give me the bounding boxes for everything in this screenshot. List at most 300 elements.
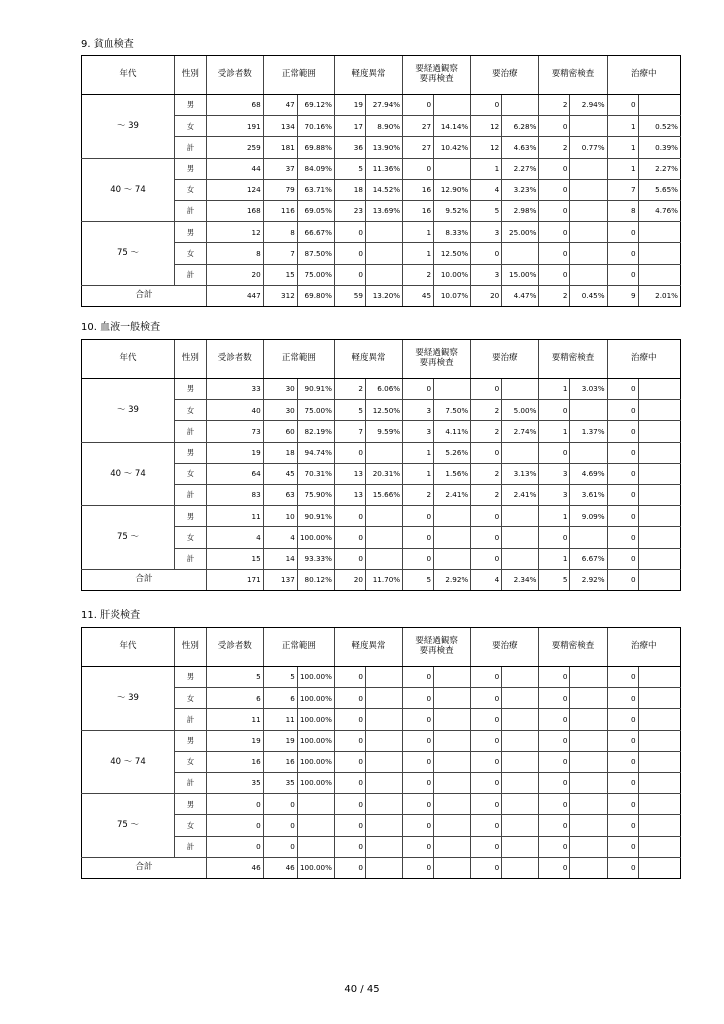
under-treatment-percent — [638, 463, 680, 484]
detailed-count: 0 — [539, 815, 570, 836]
under-treatment-percent — [638, 421, 680, 442]
age-group-label: 40 ～ 74 — [82, 158, 175, 222]
sex-cell: 男 — [174, 379, 206, 400]
observe-count: 0 — [403, 667, 434, 688]
mild-count: 17 — [334, 116, 365, 137]
observe-percent — [434, 730, 471, 751]
observe-percent: 5.26% — [434, 442, 471, 463]
hepatitis-test-table — [81, 627, 681, 879]
sex-cell: 女 — [174, 751, 206, 772]
treatment-percent: 3.23% — [502, 179, 539, 200]
observe-percent — [434, 548, 471, 569]
age-group-label: ～ 39 — [82, 379, 175, 443]
under-treatment-count: 0 — [607, 569, 638, 590]
examinees-cell: 46 — [206, 857, 263, 878]
mild-percent: 27.94% — [365, 95, 402, 116]
under-treatment-count: 1 — [607, 158, 638, 179]
treatment-count: 2 — [471, 421, 502, 442]
sex-cell: 女 — [174, 815, 206, 836]
normal-percent: 82.19% — [297, 421, 334, 442]
mild-count: 19 — [334, 95, 365, 116]
examinees-cell: 0 — [206, 794, 263, 815]
detailed-percent: 4.69% — [570, 463, 607, 484]
sex-cell: 計 — [174, 709, 206, 730]
age-group-label: 75 ～ — [82, 506, 175, 570]
normal-percent: 75.00% — [297, 264, 334, 285]
normal-percent: 100.00% — [297, 751, 334, 772]
observe-percent: 4.11% — [434, 421, 471, 442]
treatment-percent — [502, 857, 539, 878]
header-mild: 軽度異常 — [334, 628, 402, 667]
mild-count: 0 — [334, 548, 365, 569]
mild-percent — [365, 667, 402, 688]
detailed-count: 2 — [539, 285, 570, 306]
treatment-percent: 4.63% — [502, 137, 539, 158]
normal-percent — [297, 836, 334, 857]
observe-percent — [434, 379, 471, 400]
observe-count: 2 — [403, 484, 434, 505]
detailed-count: 0 — [539, 179, 570, 200]
table-row — [82, 379, 681, 400]
normal-count: 37 — [263, 158, 297, 179]
under-treatment-count: 0 — [607, 772, 638, 793]
observe-count: 0 — [403, 379, 434, 400]
mild-count: 13 — [334, 463, 365, 484]
detailed-count: 0 — [539, 400, 570, 421]
detailed-count: 0 — [539, 688, 570, 709]
detailed-count: 0 — [539, 264, 570, 285]
treatment-percent — [502, 751, 539, 772]
detailed-count: 0 — [539, 442, 570, 463]
under-treatment-count: 0 — [607, 730, 638, 751]
normal-count: 116 — [263, 200, 297, 221]
under-treatment-count: 0 — [607, 794, 638, 815]
normal-percent: 75.00% — [297, 400, 334, 421]
header-examinees: 受診者数 — [206, 628, 263, 667]
header-observe-line1: 要経過観察 — [415, 348, 458, 359]
normal-count: 7 — [263, 243, 297, 264]
header-normal: 正常範囲 — [263, 340, 334, 379]
detailed-percent — [570, 116, 607, 137]
under-treatment-percent — [638, 527, 680, 548]
mild-count: 0 — [334, 836, 365, 857]
header-treatment: 要治療 — [471, 56, 539, 95]
normal-count: 0 — [263, 794, 297, 815]
normal-percent: 87.50% — [297, 243, 334, 264]
observe-count: 3 — [403, 421, 434, 442]
mild-percent — [365, 857, 402, 878]
sex-cell: 男 — [174, 158, 206, 179]
observe-percent — [434, 527, 471, 548]
treatment-percent — [502, 527, 539, 548]
mild-percent: 13.20% — [365, 285, 402, 306]
detailed-count: 3 — [539, 463, 570, 484]
normal-percent: 90.91% — [297, 506, 334, 527]
treatment-count: 0 — [471, 836, 502, 857]
normal-count: 11 — [263, 709, 297, 730]
normal-percent: 90.91% — [297, 379, 334, 400]
mild-count: 0 — [334, 667, 365, 688]
under-treatment-percent — [638, 751, 680, 772]
section-title: 11. 肝炎検査 — [81, 610, 141, 621]
under-treatment-percent — [638, 815, 680, 836]
normal-count: 47 — [263, 95, 297, 116]
observe-count: 27 — [403, 137, 434, 158]
examinees-cell: 259 — [206, 137, 263, 158]
normal-percent: 69.12% — [297, 95, 334, 116]
total-row — [82, 285, 681, 306]
treatment-percent — [502, 730, 539, 751]
mild-percent — [365, 442, 402, 463]
normal-percent: 66.67% — [297, 222, 334, 243]
treatment-count: 20 — [471, 285, 502, 306]
mild-count: 13 — [334, 484, 365, 505]
under-treatment-count: 0 — [607, 222, 638, 243]
observe-percent — [434, 751, 471, 772]
mild-count: 0 — [334, 222, 365, 243]
detailed-percent: 2.92% — [570, 569, 607, 590]
normal-count: 46 — [263, 857, 297, 878]
detailed-count: 0 — [539, 836, 570, 857]
header-observe — [403, 628, 471, 667]
normal-count: 18 — [263, 442, 297, 463]
observe-count: 0 — [403, 794, 434, 815]
normal-percent: 80.12% — [297, 569, 334, 590]
observe-percent: 1.56% — [434, 463, 471, 484]
header-examinees: 受診者数 — [206, 56, 263, 95]
detailed-percent: 3.03% — [570, 379, 607, 400]
observe-count: 0 — [403, 815, 434, 836]
treatment-percent — [502, 836, 539, 857]
mild-percent — [365, 751, 402, 772]
table-row — [82, 730, 681, 751]
under-treatment-count: 0 — [607, 243, 638, 264]
mild-percent — [365, 243, 402, 264]
under-treatment-percent — [638, 548, 680, 569]
detailed-percent — [570, 751, 607, 772]
sex-cell: 計 — [174, 548, 206, 569]
detailed-count: 0 — [539, 751, 570, 772]
examinees-cell: 35 — [206, 772, 263, 793]
treatment-count: 0 — [471, 442, 502, 463]
under-treatment-percent: 0.39% — [638, 137, 680, 158]
detailed-count: 0 — [539, 794, 570, 815]
sex-cell: 男 — [174, 442, 206, 463]
examinees-cell: 68 — [206, 95, 263, 116]
header-detailed: 要精密検査 — [539, 56, 607, 95]
under-treatment-count: 0 — [607, 527, 638, 548]
under-treatment-count: 1 — [607, 137, 638, 158]
mild-count: 7 — [334, 421, 365, 442]
treatment-percent — [502, 379, 539, 400]
treatment-percent — [502, 815, 539, 836]
observe-count: 1 — [403, 222, 434, 243]
under-treatment-percent — [638, 772, 680, 793]
detailed-percent: 0.45% — [570, 285, 607, 306]
detailed-percent — [570, 222, 607, 243]
header-observe-line2: 要再検査 — [419, 358, 454, 368]
under-treatment-count: 7 — [607, 179, 638, 200]
under-treatment-percent — [638, 95, 680, 116]
detailed-count: 0 — [539, 667, 570, 688]
under-treatment-count: 0 — [607, 484, 638, 505]
observe-count: 1 — [403, 463, 434, 484]
under-treatment-count: 0 — [607, 667, 638, 688]
examinees-cell: 73 — [206, 421, 263, 442]
under-treatment-percent — [638, 709, 680, 730]
treatment-count: 0 — [471, 506, 502, 527]
treatment-percent: 2.34% — [502, 569, 539, 590]
normal-percent: 69.88% — [297, 137, 334, 158]
header-normal: 正常範囲 — [263, 56, 334, 95]
mild-percent: 8.90% — [365, 116, 402, 137]
mild-percent — [365, 548, 402, 569]
sex-cell: 計 — [174, 484, 206, 505]
treatment-percent — [502, 667, 539, 688]
mild-count: 0 — [334, 857, 365, 878]
treatment-count: 1 — [471, 158, 502, 179]
normal-percent — [297, 794, 334, 815]
sex-cell: 女 — [174, 116, 206, 137]
detailed-percent — [570, 527, 607, 548]
mild-count: 0 — [334, 815, 365, 836]
examinees-cell: 4 — [206, 527, 263, 548]
treatment-count: 0 — [471, 95, 502, 116]
header-mild: 軽度異常 — [334, 340, 402, 379]
header-observe-line1: 要経過観察 — [415, 64, 458, 75]
treatment-count: 0 — [471, 667, 502, 688]
normal-percent: 100.00% — [297, 688, 334, 709]
mild-percent — [365, 222, 402, 243]
detailed-count: 0 — [539, 200, 570, 221]
observe-count: 0 — [403, 751, 434, 772]
under-treatment-percent — [638, 243, 680, 264]
observe-percent: 2.41% — [434, 484, 471, 505]
mild-percent: 11.36% — [365, 158, 402, 179]
detailed-count: 0 — [539, 243, 570, 264]
mild-count: 0 — [334, 709, 365, 730]
treatment-percent — [502, 442, 539, 463]
under-treatment-count: 0 — [607, 95, 638, 116]
sex-cell: 計 — [174, 421, 206, 442]
normal-count: 6 — [263, 688, 297, 709]
normal-count: 15 — [263, 264, 297, 285]
treatment-count: 0 — [471, 243, 502, 264]
detailed-count: 0 — [539, 730, 570, 751]
sex-cell: 男 — [174, 95, 206, 116]
treatment-percent — [502, 95, 539, 116]
under-treatment-percent: 2.01% — [638, 285, 680, 306]
normal-percent: 100.00% — [297, 527, 334, 548]
mild-percent: 14.52% — [365, 179, 402, 200]
mild-percent: 15.66% — [365, 484, 402, 505]
examinees-cell: 19 — [206, 442, 263, 463]
treatment-count: 5 — [471, 200, 502, 221]
examinees-cell: 44 — [206, 158, 263, 179]
header-observe-line1: 要経過観察 — [415, 636, 458, 647]
observe-count: 0 — [403, 158, 434, 179]
header-mild: 軽度異常 — [334, 56, 402, 95]
mild-percent: 13.90% — [365, 137, 402, 158]
normal-percent: 100.00% — [297, 857, 334, 878]
sex-cell: 女 — [174, 688, 206, 709]
header-treatment: 要治療 — [471, 340, 539, 379]
examinees-cell: 64 — [206, 463, 263, 484]
observe-percent: 10.42% — [434, 137, 471, 158]
observe-count: 0 — [403, 772, 434, 793]
normal-count: 35 — [263, 772, 297, 793]
mild-percent — [365, 836, 402, 857]
header-treatment: 要治療 — [471, 628, 539, 667]
sex-cell: 男 — [174, 730, 206, 751]
table-row — [82, 667, 681, 688]
detailed-count: 0 — [539, 527, 570, 548]
examinees-cell: 16 — [206, 751, 263, 772]
detailed-percent — [570, 400, 607, 421]
observe-percent: 7.50% — [434, 400, 471, 421]
mild-count: 0 — [334, 442, 365, 463]
under-treatment-count: 0 — [607, 400, 638, 421]
under-treatment-count: 0 — [607, 463, 638, 484]
mild-percent — [365, 730, 402, 751]
detailed-count: 1 — [539, 421, 570, 442]
normal-count: 0 — [263, 815, 297, 836]
sex-cell: 男 — [174, 506, 206, 527]
treatment-percent — [502, 243, 539, 264]
normal-count: 30 — [263, 379, 297, 400]
sex-cell: 計 — [174, 137, 206, 158]
header-age: 年代 — [82, 628, 175, 667]
treatment-count: 0 — [471, 730, 502, 751]
normal-count: 79 — [263, 179, 297, 200]
normal-count: 5 — [263, 667, 297, 688]
total-label: 合計 — [82, 569, 207, 590]
detailed-percent — [570, 179, 607, 200]
observe-percent — [434, 857, 471, 878]
detailed-percent — [570, 857, 607, 878]
mild-count: 0 — [334, 772, 365, 793]
normal-percent: 70.16% — [297, 116, 334, 137]
under-treatment-count: 0 — [607, 506, 638, 527]
age-group-label: 75 ～ — [82, 794, 175, 858]
detailed-percent: 3.61% — [570, 484, 607, 505]
mild-count: 18 — [334, 179, 365, 200]
detailed-percent — [570, 794, 607, 815]
observe-percent — [434, 95, 471, 116]
under-treatment-percent: 5.65% — [638, 179, 680, 200]
normal-percent: 100.00% — [297, 709, 334, 730]
normal-count: 0 — [263, 836, 297, 857]
table-row — [82, 95, 681, 116]
mild-count: 20 — [334, 569, 365, 590]
page-number: 40 / 45 — [344, 984, 380, 995]
normal-count: 19 — [263, 730, 297, 751]
observe-percent — [434, 772, 471, 793]
table-row — [82, 158, 681, 179]
detailed-percent — [570, 158, 607, 179]
detailed-percent — [570, 688, 607, 709]
mild-count: 23 — [334, 200, 365, 221]
observe-percent: 10.07% — [434, 285, 471, 306]
examinees-cell: 124 — [206, 179, 263, 200]
observe-count: 0 — [403, 857, 434, 878]
observe-percent — [434, 506, 471, 527]
total-label: 合計 — [82, 285, 207, 306]
examinees-cell: 168 — [206, 200, 263, 221]
detailed-count: 5 — [539, 569, 570, 590]
detailed-percent: 6.67% — [570, 548, 607, 569]
treatment-count: 0 — [471, 751, 502, 772]
detailed-percent: 1.37% — [570, 421, 607, 442]
detailed-count: 1 — [539, 506, 570, 527]
treatment-percent — [502, 506, 539, 527]
mild-percent — [365, 688, 402, 709]
sex-cell: 女 — [174, 243, 206, 264]
normal-percent — [297, 815, 334, 836]
treatment-count: 0 — [471, 548, 502, 569]
detailed-percent — [570, 730, 607, 751]
sex-cell: 計 — [174, 200, 206, 221]
treatment-percent: 3.13% — [502, 463, 539, 484]
under-treatment-count: 0 — [607, 688, 638, 709]
treatment-percent: 2.41% — [502, 484, 539, 505]
observe-percent — [434, 688, 471, 709]
treatment-count: 3 — [471, 264, 502, 285]
detailed-percent: 0.77% — [570, 137, 607, 158]
mild-percent: 13.69% — [365, 200, 402, 221]
mild-count: 59 — [334, 285, 365, 306]
under-treatment-count: 1 — [607, 116, 638, 137]
normal-count: 60 — [263, 421, 297, 442]
mild-count: 5 — [334, 400, 365, 421]
detailed-count: 2 — [539, 95, 570, 116]
sex-cell: 計 — [174, 836, 206, 857]
under-treatment-percent — [638, 484, 680, 505]
age-group-label: ～ 39 — [82, 95, 175, 159]
mild-percent — [365, 264, 402, 285]
sex-cell: 男 — [174, 667, 206, 688]
examinees-cell: 0 — [206, 836, 263, 857]
detailed-percent — [570, 243, 607, 264]
detailed-percent — [570, 200, 607, 221]
under-treatment-percent — [638, 400, 680, 421]
observe-percent — [434, 667, 471, 688]
sex-cell: 計 — [174, 772, 206, 793]
under-treatment-percent — [638, 264, 680, 285]
header-under-treatment: 治療中 — [607, 340, 680, 379]
examinees-cell: 40 — [206, 400, 263, 421]
under-treatment-percent: 0.52% — [638, 116, 680, 137]
under-treatment-count: 0 — [607, 815, 638, 836]
normal-percent: 100.00% — [297, 667, 334, 688]
observe-count: 16 — [403, 179, 434, 200]
treatment-percent — [502, 709, 539, 730]
sex-cell: 女 — [174, 179, 206, 200]
examinees-cell: 15 — [206, 548, 263, 569]
detailed-count: 2 — [539, 137, 570, 158]
under-treatment-count: 0 — [607, 421, 638, 442]
normal-percent: 75.90% — [297, 484, 334, 505]
detailed-percent — [570, 667, 607, 688]
observe-count: 0 — [403, 836, 434, 857]
under-treatment-percent — [638, 442, 680, 463]
observe-count: 0 — [403, 95, 434, 116]
examinees-cell: 171 — [206, 569, 263, 590]
observe-percent: 12.50% — [434, 243, 471, 264]
mild-percent — [365, 794, 402, 815]
observe-count: 1 — [403, 243, 434, 264]
age-group-label: 40 ～ 74 — [82, 730, 175, 794]
